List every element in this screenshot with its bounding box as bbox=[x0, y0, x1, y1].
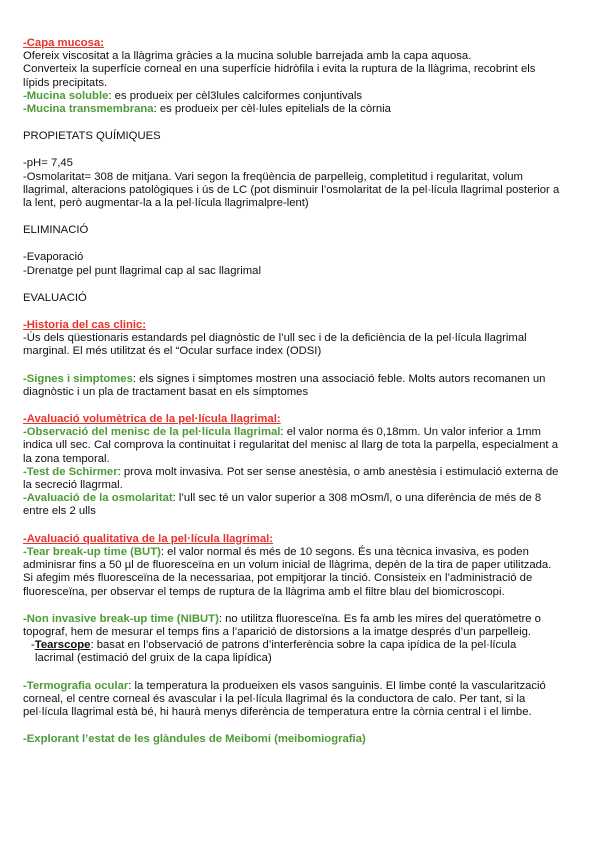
historia-line-1: -Ús dels qüestionaris estandards pel diagnòstic de l’ull sec i de la deficiència de la pel·lícula llagrimal bbox=[23, 332, 527, 345]
meibomi-heading: -Explorant l’estat de les glàndules de Meibomi (meibomiografia) bbox=[23, 733, 366, 746]
osmolaritat-text-1: : l’ull sec té un valor superior a 308 mOsm/l, o una diferència de més de 8 bbox=[172, 492, 542, 505]
nibut-line-2: topograf, hem de mesurar el temps fins a l’aparició de distorsions a la imatge després d’un parpelleig. bbox=[23, 625, 532, 638]
menisc-text-1: : el valor norma és 0,18mm. Un valor inferior a 1mm bbox=[280, 426, 541, 439]
signes-line-2: diagnòstic i un pla de tractament basat en els símptomes bbox=[23, 385, 309, 398]
tearscope-line-1 bbox=[23, 639, 578, 652]
termografia-text-1: : la temperatura la produeixen els vasos sanguinis. El limbe conté la vascularització bbox=[128, 679, 546, 692]
menisc-label: -Observació del menisc de la pel·lícula llagrimal bbox=[23, 426, 281, 439]
but-line-4: fluoresceïna, per observar el temps de ruptura de la llàgrima amb el filtre blau del biomicroscopi. bbox=[23, 585, 505, 598]
termografia-label: -Termografia ocular bbox=[23, 679, 129, 692]
mucina-soluble-label: -Mucina soluble bbox=[23, 89, 109, 102]
section-propietats bbox=[23, 130, 578, 210]
but-line-1 bbox=[23, 546, 578, 559]
schirmer-text-1: : prova molt invasiva. Pot ser sense anestèsia, o amb anestèsia i estimulació externa de bbox=[117, 465, 559, 478]
evaluacio-heading: EVALUACIÓ bbox=[23, 291, 87, 304]
capa-mucosa-p2a: Converteix la superfície corneal en una superfície hidròfila i evita la ruptura de la llàgrima, recobrint els bbox=[23, 63, 536, 76]
capa-mucosa-title: -Capa mucosa: bbox=[23, 37, 104, 49]
qualitativa-title: -Avaluació qualitativa de la pel·lícula llagrimal: bbox=[23, 532, 274, 545]
section-evaluacio bbox=[23, 292, 578, 399]
mucina-soluble-text: : es produeix per cèl3lules calciformes conjuntivals bbox=[108, 89, 363, 102]
mucina-soluble-line bbox=[23, 90, 578, 103]
osm-line-1: -Osmolaritat= 308 de mitjana. Vari segon la freqüència de parpelleig, completitud i regularitat, volum bbox=[23, 170, 523, 183]
capa-mucosa-p2b: lípids precipitats. bbox=[23, 76, 108, 89]
but-label: -Tear break-up time (BUT) bbox=[23, 545, 161, 558]
signes-text-1: : els signes i simptomes mostren una associació feble. Molts autors recomanen un bbox=[132, 372, 546, 385]
signes-label: -Signes i simptomes bbox=[23, 372, 133, 385]
tearscope-line-2: lacrimal (estimació del gruix de la capa lipídica) bbox=[35, 652, 272, 665]
mucina-transmembrana-line bbox=[23, 103, 578, 116]
but-line-2: adminisrar fins a 50 µl de fluoresceïna en un volum inicial de llàgrima, depèn de la tira de paper utilitzada. bbox=[23, 559, 552, 572]
historia-line-2: marginal. El més utilitzat és el “Ocular surface index (ODSI) bbox=[23, 345, 322, 358]
document-page bbox=[23, 37, 578, 746]
tearscope-label: Tearscope bbox=[34, 639, 91, 652]
section-eliminacio bbox=[23, 224, 578, 278]
mucina-transmembrana-text: : es produeix per cèl·lules epitelials de la còrnia bbox=[153, 103, 391, 116]
section-qualitativa bbox=[23, 533, 578, 747]
signes-line-1 bbox=[23, 373, 578, 386]
tearscope-text-1: : basat en l’observació de patrons d’interferència sobre la capa ipídica de la pel·lícula bbox=[90, 639, 517, 652]
osmolaritat-label: -Avaluació de la osmolaritat bbox=[23, 492, 173, 505]
tearscope-dash: - bbox=[31, 639, 35, 652]
schirmer-line-2: la secreció llagrmal. bbox=[23, 479, 123, 492]
schirmer-line-1 bbox=[23, 466, 578, 479]
termo-line-2: corneal, el centre corneal és avascular i la pel·lícula llagrimal és la conductora de calo. Per tant, si la bbox=[23, 692, 526, 705]
nibut-text-1: : no utilitza fluoresceïna. Es fa amb les mires del queratòmetre o bbox=[218, 612, 541, 625]
but-line-3: Si afegim més fluoresceïna de la necessariaa, pot empitjorar la tinció. Consisteix en l’administració de bbox=[23, 572, 533, 585]
capa-mucosa-p1: Ofereix viscositat a la llàgrima gràcies a la mucina soluble barrejada amb la capa aquosa. bbox=[23, 50, 472, 63]
menisc-line-1 bbox=[23, 426, 578, 439]
schirmer-label: -Test de Schirmer bbox=[23, 465, 118, 478]
osm-line-3: la lent, però augmentar-la a la pel·lícula llagrimalpre-lent) bbox=[23, 197, 309, 210]
historia-title: -Historia del cas clinic: bbox=[23, 319, 147, 332]
osmolaritat-line-2: entre els 2 ulls bbox=[23, 505, 96, 518]
osmolaritat-line-1 bbox=[23, 492, 578, 505]
eliminacio-heading: ELIMINACIÓ bbox=[23, 224, 89, 237]
termo-line-3: pel·lícula llagrimal està bé, hi haurà menys diferència de temperatura entre la còrnia central i el limbe. bbox=[23, 705, 532, 718]
nibut-label: -Non invasive break-up time (NIBUT) bbox=[23, 612, 219, 625]
eliminacio-item-1: -Evaporació bbox=[23, 251, 84, 264]
mucina-transmembrana-label: -Mucina transmembrana bbox=[23, 103, 154, 116]
propietats-heading: PROPIETATS QUÍMIQUES bbox=[23, 130, 161, 143]
osm-line-2: llagrimal, alteracions patològiques i ús de LC (pot disminuir l’osmolaritat de la pel·lícula llagrimal posterior a bbox=[23, 183, 560, 196]
nibut-line-1 bbox=[23, 613, 578, 626]
ph-line: -pH= 7,45 bbox=[23, 157, 73, 170]
menisc-line-2: indica ull sec. Cal comprova la continuitat i regularitat del menisc al llarg de tota la parpella, especialment a bbox=[23, 439, 558, 452]
termo-line-1 bbox=[23, 680, 578, 693]
eliminacio-item-2: -Drenatge pel punt llagrimal cap al sac llagrimal bbox=[23, 264, 261, 277]
volumetrica-title: -Avaluació volumètrica de la pel·lícula llagrimal: bbox=[23, 413, 281, 426]
but-text-1: : el valor normal és més de 10 segons. És una tècnica invasiva, es poden bbox=[160, 545, 529, 558]
section-capa-mucosa bbox=[23, 37, 578, 116]
menisc-line-3: la zona temporal. bbox=[23, 452, 110, 465]
section-volumetrica bbox=[23, 413, 578, 519]
